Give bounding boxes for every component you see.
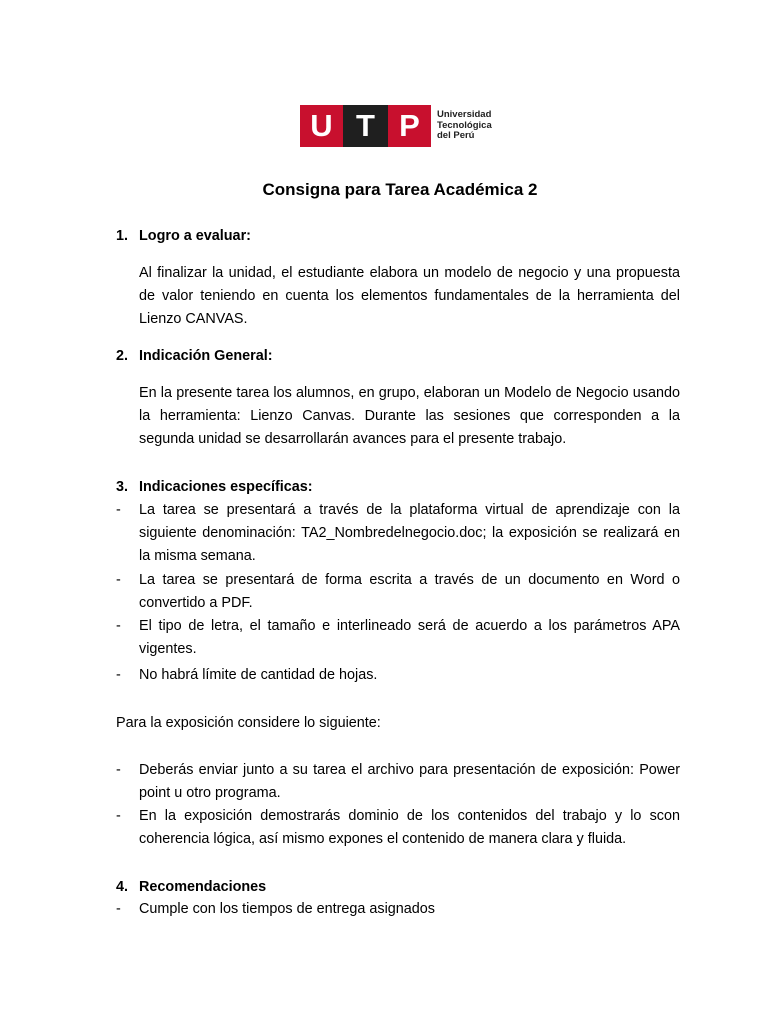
bullet-marker: - — [116, 901, 121, 917]
list-item-text: La tarea se presentará de forma escrita a través de un documento en Word o convertido a PDF. — [139, 572, 680, 611]
logo-line-3: del Perú — [437, 130, 475, 142]
bullet-marker: - — [116, 572, 121, 588]
section-1-paragraph: Al finalizar la unidad, el estudiante elabora un modelo de negocio y una propuesta de valor teniendo en cuenta los elementos fundamentales de la herramienta del Lienzo CANVAS. — [139, 265, 680, 327]
list-item-text: No habrá límite de cantidad de hojas. — [139, 667, 378, 683]
section-4-title: Recomendaciones — [139, 879, 267, 895]
list-item — [116, 569, 680, 615]
section-3-number: 3. — [116, 479, 129, 495]
logo-letter-p: P — [388, 105, 431, 147]
bullet-marker: - — [116, 762, 121, 778]
list-item — [116, 898, 680, 921]
section-2-paragraph: En la presente tarea los alumnos, en grupo, elaboran un Modelo de Negocio usando la herramienta: Lienzo Canvas. Durante las sesiones que corresponden a la segunda unidad se desarrollarán avances para el presente trabajo. — [139, 385, 680, 447]
list-item-text: Cumple con los tiempos de entrega asignados — [139, 901, 435, 917]
section-3-title: Indicaciones específicas: — [139, 479, 313, 495]
bullet-marker: - — [116, 667, 121, 683]
bullet-marker: - — [116, 808, 121, 824]
section-1-number: 1. — [116, 228, 129, 244]
section-4-heading — [116, 877, 266, 897]
section-2-title: Indicación General: — [139, 348, 273, 364]
logo-line-2: Tecnológica — [437, 119, 492, 131]
logo-letter-u: U — [300, 105, 343, 147]
list-item-text: La tarea se presentará a través de la plataforma virtual de aprendizaje con la siguiente denominación: TA2_Nombredelnegocio.doc; la exposición se realizará en la misma semana. — [139, 502, 680, 564]
bullet-marker: - — [116, 618, 121, 634]
logo-wordmark — [437, 110, 492, 142]
list-item — [116, 664, 680, 687]
logo-letter-t: T — [343, 105, 388, 147]
section-1-title: Logro a evaluar: — [139, 228, 251, 244]
document-title: Consigna para Tarea Académica 2 — [262, 180, 538, 199]
list-item-text: El tipo de letra, el tamaño e interlineado será de acuerdo a los parámetros APA vigentes. — [139, 618, 680, 657]
section-3-heading — [116, 477, 313, 497]
list-item — [116, 805, 680, 851]
list-item-text: En la exposición demostrarás dominio de los contenidos del trabajo y lo scon coherencia lógica, así mismo expones el contenido de manera clara y fluida. — [139, 808, 680, 847]
list-item — [116, 759, 680, 805]
bullet-marker: - — [116, 502, 121, 518]
exposition-intro: Para la exposición considere lo siguiente: — [116, 715, 381, 731]
section-2-number: 2. — [116, 348, 129, 364]
logo-line-1: Universidad — [437, 109, 492, 121]
section-4-number: 4. — [116, 879, 129, 895]
utp-logo — [300, 105, 492, 147]
list-item-text: Deberás enviar junto a su tarea el archivo para presentación de exposición: Power point u otro programa. — [139, 762, 680, 801]
section-1-heading — [116, 226, 251, 246]
section-2-heading — [116, 346, 273, 366]
list-item — [116, 615, 680, 661]
list-item — [116, 499, 680, 568]
